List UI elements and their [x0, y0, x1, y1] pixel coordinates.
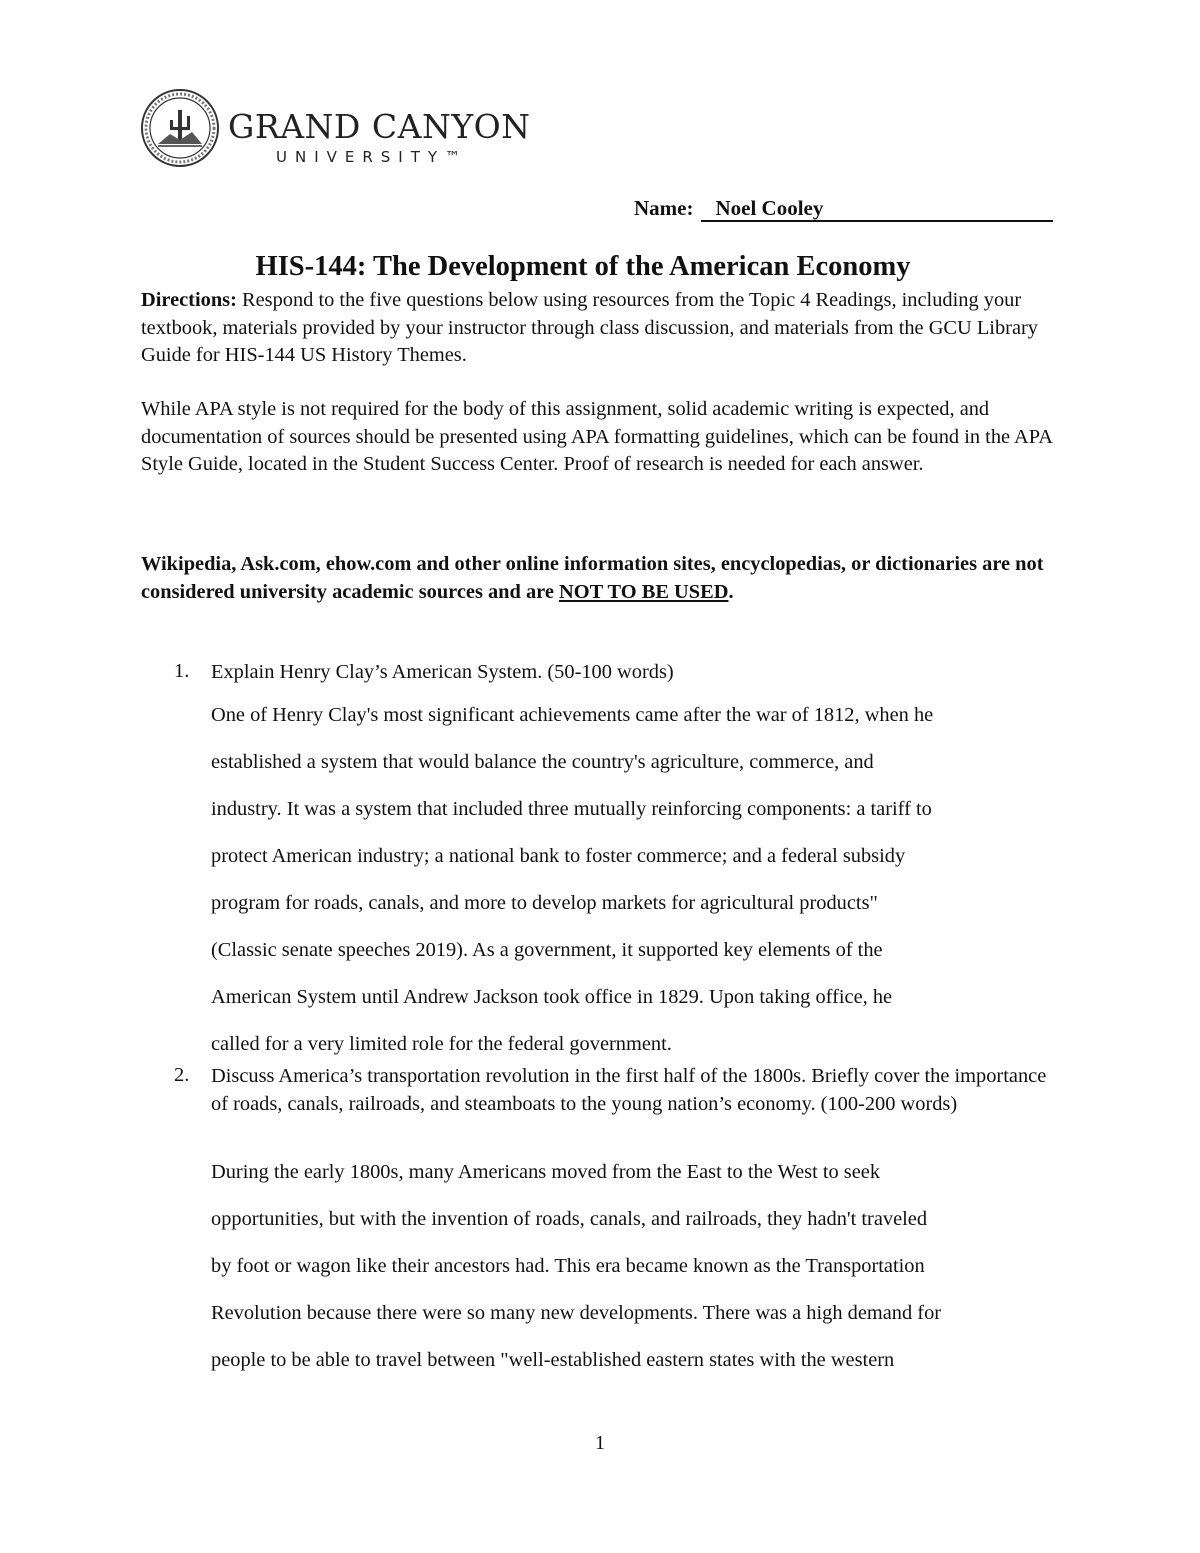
name-label: Name: — [634, 196, 694, 220]
question-prompt: Discuss America’s transportation revolution in the first half of the 1800s. Briefly cover the importance of roads, canals, railroads, and steamboats to the young nation’s economy. (100-200 words) — [211, 1065, 1047, 1115]
question-prompt: Explain Henry Clay’s American System. (50-100 words) — [211, 661, 674, 683]
answer-line: industry. It was a system that included three mutually reinforcing components: a tariff to — [211, 798, 932, 820]
question-number: 2. — [174, 1064, 190, 1086]
page-title: HIS-144: The Development of the American Economy — [255, 251, 911, 282]
answer-line: One of Henry Clay's most significant achievements came after the war of 1812, when he — [211, 704, 934, 726]
answer-line: During the early 1800s, many Americans moved from the East to the West to seek — [211, 1161, 881, 1183]
answer-line: protect American industry; a national bank to foster commerce; and a federal subsidy — [211, 845, 906, 867]
answer-line: program for roads, canals, and more to develop markets for agricultural products" — [211, 892, 878, 914]
university-name-line1: GRAND CANYON — [228, 107, 531, 146]
answer-line: by foot or wagon like their ancestors had. This era became known as the Transportation — [211, 1255, 925, 1277]
warning-text: Wikipedia, Ask.com, ehow.com and other online information sites, encyclopedias, or dictionaries are not considered university academic sources and are — [141, 553, 1044, 603]
answer-line: people to be able to travel between "well-established eastern states with the western — [211, 1349, 895, 1371]
answer-line: American System until Andrew Jackson took office in 1829. Upon taking office, he — [211, 986, 893, 1008]
answer-line: established a system that would balance the country's agriculture, commerce, and — [211, 751, 874, 773]
answer-line: Revolution because there were so many new developments. There was a high demand for — [211, 1302, 942, 1324]
answer-line: (Classic senate speeches 2019). As a government, it supported key elements of the — [211, 939, 883, 961]
apa-paragraph: While APA style is not required for the body of this assignment, solid academic writing is expected, and documentation of sources should be presented using APA formatting guidelines, which can be found in the APA Style Guide, located in the Student Success Center. Proof of research is needed for each answer. — [141, 398, 1052, 475]
name-row — [634, 196, 1053, 222]
page-number: 1 — [595, 1432, 605, 1454]
warning-paragraph — [141, 551, 1061, 606]
directions-paragraph — [141, 287, 1061, 370]
university-name-line2: UNIVERSITY™ — [276, 148, 469, 166]
directions-label: Directions: — [141, 289, 237, 311]
answer-block — [211, 1149, 1071, 1384]
question-number: 1. — [174, 660, 190, 682]
answer-block — [211, 692, 1071, 1068]
answer-line: called for a very limited role for the federal government. — [211, 1033, 672, 1055]
directions-text: Respond to the five questions below using resources from the Topic 4 Readings, including your textbook, materials provided by your instructor through class discussion, and materials from the GCU Library Guide for HIS-144 US History Themes. — [141, 289, 1038, 366]
warning-end: . — [728, 580, 734, 603]
university-logo — [140, 88, 531, 168]
answer-line: opportunities, but with the invention of roads, canals, and railroads, they hadn't traveled — [211, 1208, 928, 1230]
university-seal-icon — [140, 88, 220, 168]
name-value: Noel Cooley — [701, 196, 1053, 222]
warning-underlined: NOT TO BE USED — [559, 580, 729, 603]
